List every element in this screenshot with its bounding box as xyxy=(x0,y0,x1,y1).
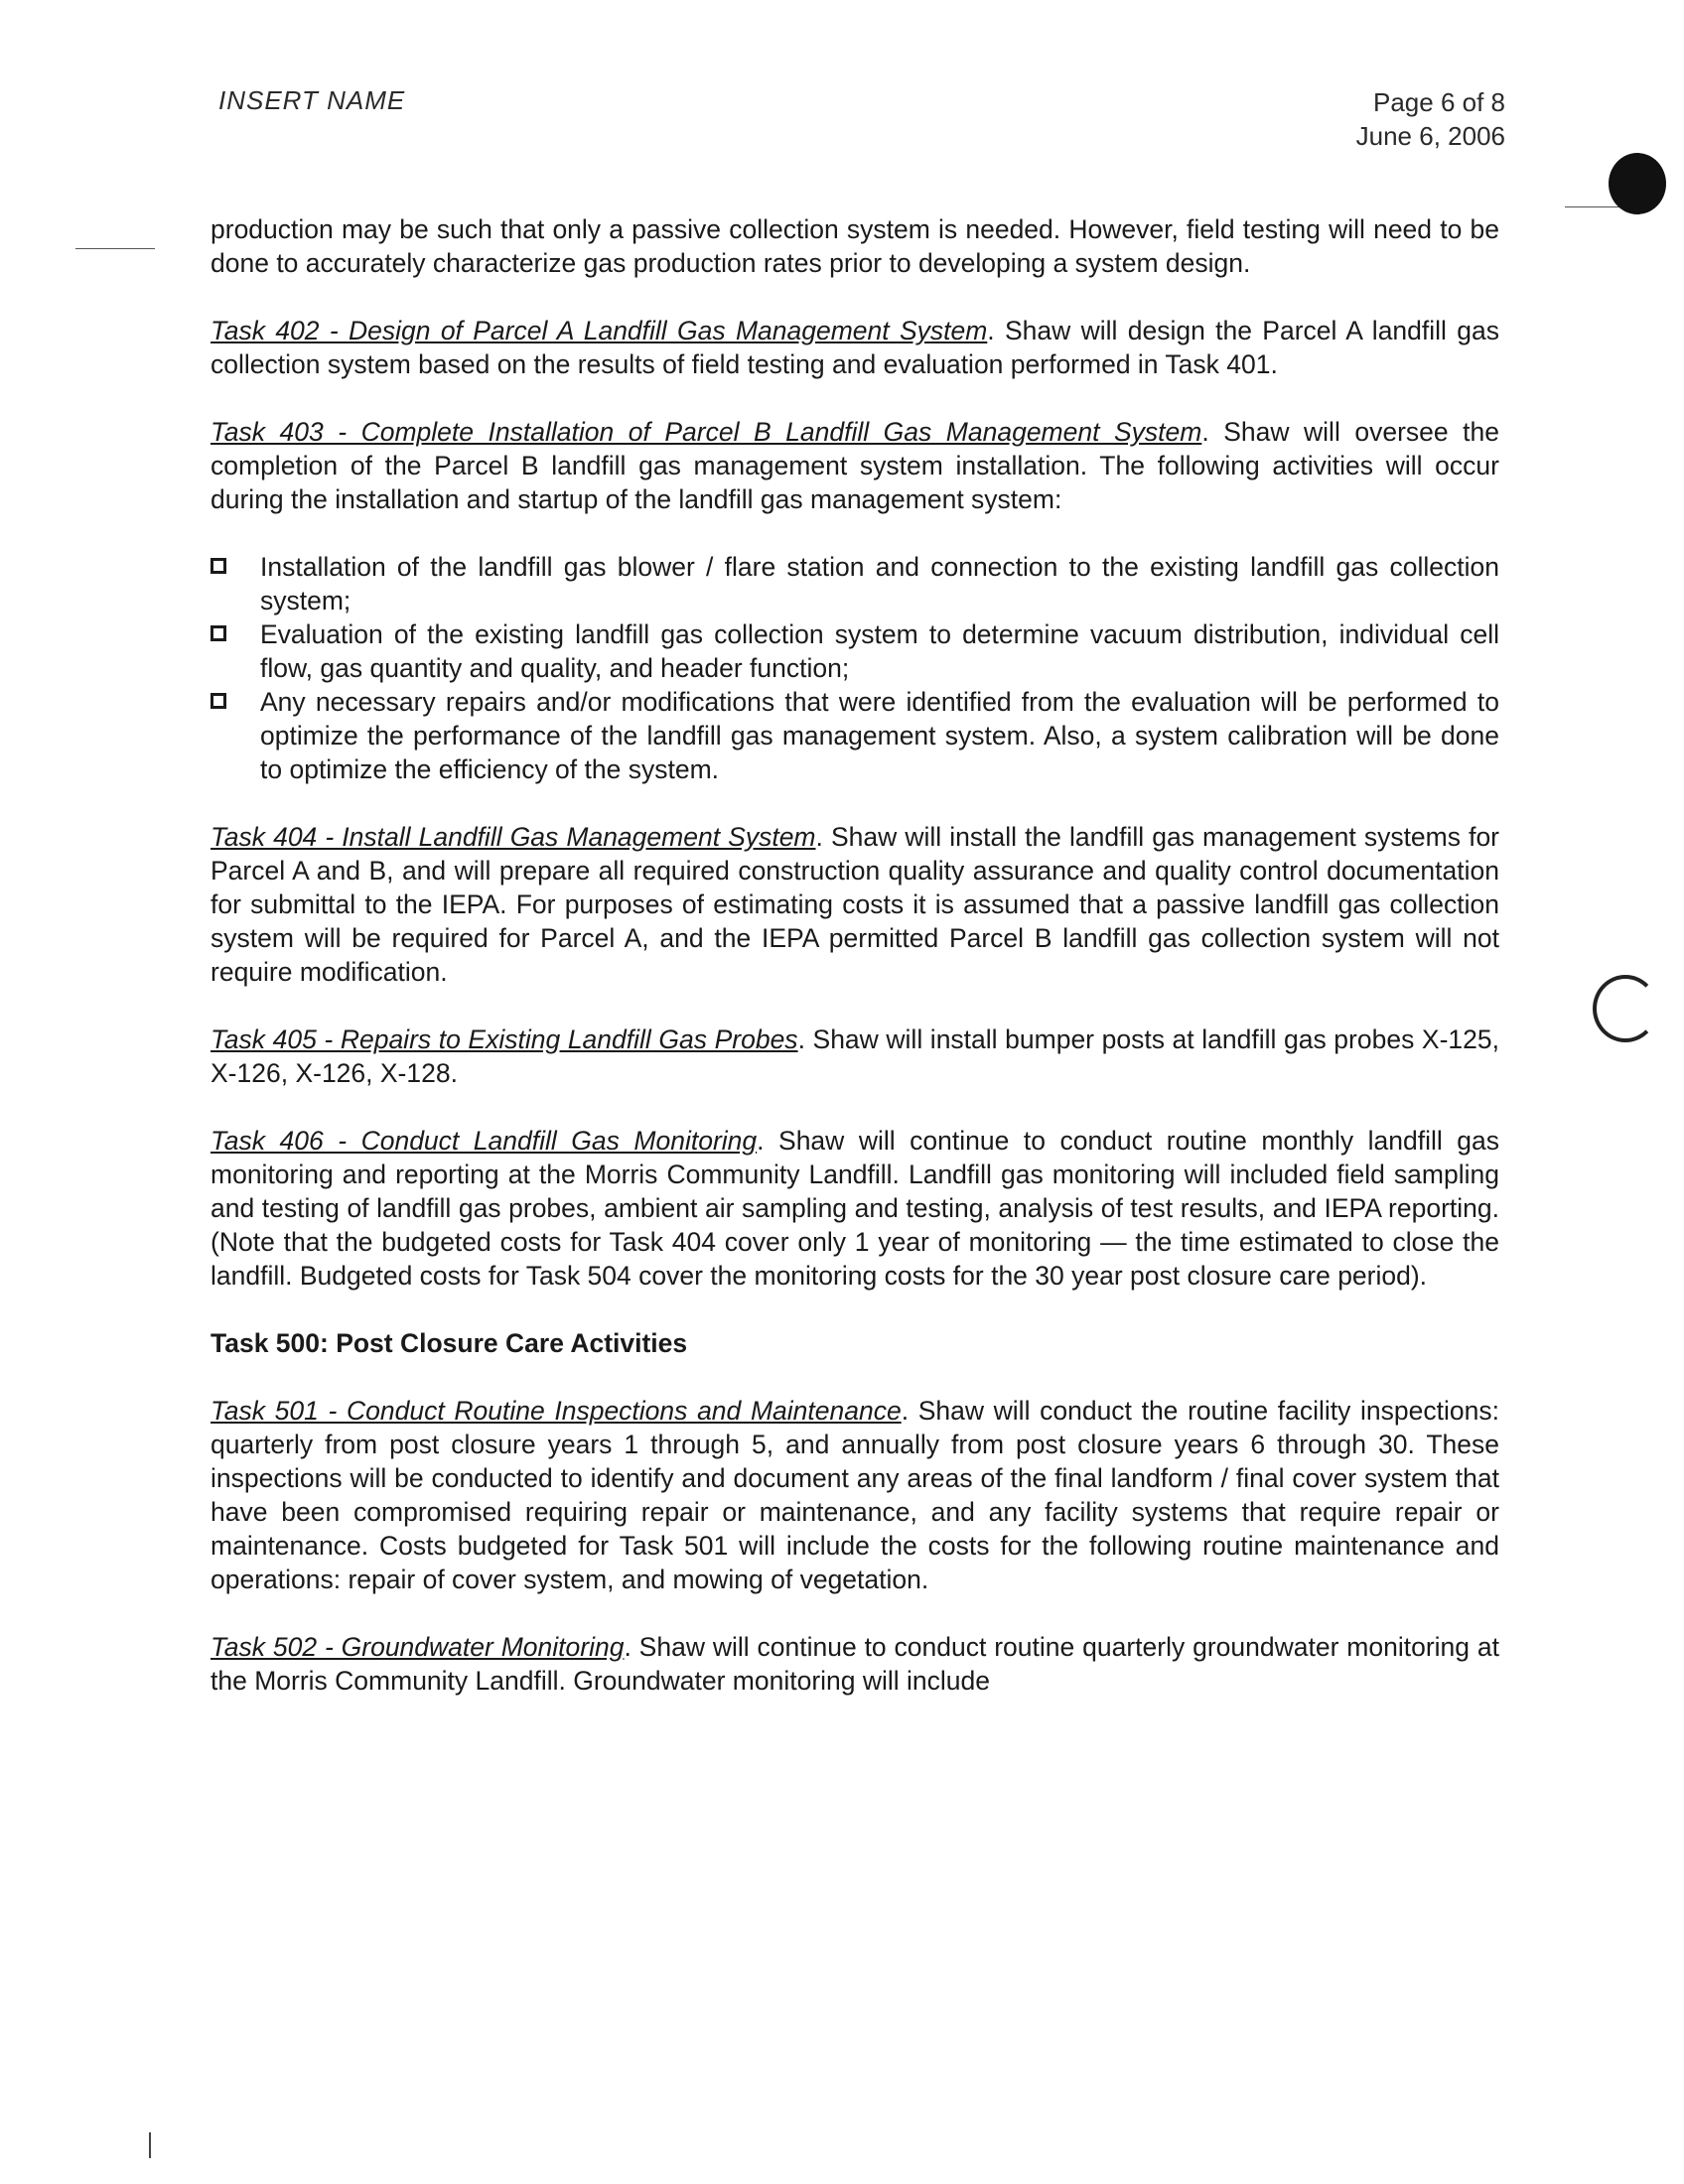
intro-paragraph: production may be such that only a passive collection system is needed. However, field testing will need to be done to accurately characterize gas production rates prior to developing a system design. xyxy=(210,214,1499,278)
list-item xyxy=(260,685,1499,786)
task-502-body: . Shaw will continue to conduct routine quarterly groundwater monitoring at the Morris Community Landfill. Groundwater monitoring will include xyxy=(210,1632,1499,1696)
checkbox-bullet-icon xyxy=(210,693,226,709)
task-405-body: . Shaw will install bumper posts at landfill gas probes X-125, X-126, X-126, X-128. xyxy=(210,1024,1499,1088)
task-405-title: Task 405 - Repairs to Existing Landfill Gas Probes xyxy=(210,1024,798,1054)
header-date: June 6, 2006 xyxy=(1355,121,1505,151)
document-body xyxy=(210,212,1499,1731)
header-name: INSERT NAME xyxy=(218,85,406,115)
list-item-text: Installation of the landfill gas blower / flare station and connection to the existing landfill gas collection system; xyxy=(260,552,1499,615)
checkbox-bullet-icon xyxy=(210,625,226,641)
task-502-paragraph xyxy=(210,1630,1499,1698)
task-404-title: Task 404 - Install Landfill Gas Management System xyxy=(210,822,816,852)
list-item-text: Any necessary repairs and/or modifications that were identified from the evaluation will be performed to optimize the performance of the landfill gas management system. Also, a system calibration will be done to optimize the efficiency of the system. xyxy=(260,687,1499,784)
task-501-paragraph xyxy=(210,1394,1499,1596)
checkbox-bullet-icon xyxy=(210,558,226,574)
punch-hole xyxy=(1593,975,1658,1042)
task-403-paragraph xyxy=(210,415,1499,516)
task-501-title: Task 501 - Conduct Routine Inspections and Maintenance xyxy=(210,1396,902,1426)
task-402-title: Task 402 - Design of Parcel A Landfill Gas Management System xyxy=(210,316,988,345)
task-403-body: . Shaw will oversee the completion of the Parcel B landfill gas management system installation. The following activities will occur during the installation and startup of the landfill gas management system: xyxy=(210,417,1499,514)
scan-mark xyxy=(75,248,155,249)
task-406-paragraph xyxy=(210,1124,1499,1293)
task-406-title: Task 406 - Conduct Landfill Gas Monitoring xyxy=(210,1126,758,1156)
task-405-paragraph xyxy=(210,1023,1499,1090)
task-404-body: . Shaw will install the landfill gas management systems for Parcel A and B, and will prepare all required construction quality assurance and quality control documentation for submittal to the IEPA. For purposes of estimating costs it is assumed that a passive landfill gas collection system will be required for Parcel A, and the IEPA permitted Parcel B landfill gas collection system will not require modification. xyxy=(210,822,1500,987)
section-500-heading: Task 500: Post Closure Care Activities xyxy=(210,1328,688,1358)
punch-hole xyxy=(1609,153,1666,214)
task-501-body: . Shaw will conduct the routine facility inspections: quarterly from post closure years 1 through 5, and annually from post closure years 6 through 30. These inspections will be conducted to identify and document any areas of the final landform / final cover system that have been compromised requiring repair or maintenance, and any facility systems that require repair or maintenance. Costs budgeted for Task 501 will include the costs for the following routine maintenance and operations: repair of cover system, and mowing of vegetation. xyxy=(210,1396,1499,1594)
list-item xyxy=(260,617,1499,685)
task-402-body: . Shaw will design the Parcel A landfill gas collection system based on the results of field testing and evaluation performed in Task 401. xyxy=(210,316,1499,379)
task-402-paragraph xyxy=(210,314,1499,381)
list-item xyxy=(260,550,1499,617)
task-502-title: Task 502 - Groundwater Monitoring xyxy=(210,1632,625,1662)
task-403-activity-list xyxy=(210,550,1499,786)
scan-mark xyxy=(149,2132,151,2158)
task-404-paragraph xyxy=(210,820,1499,989)
task-403-title: Task 403 - Complete Installation of Parcel B Landfill Gas Management System xyxy=(210,417,1202,447)
list-item-text: Evaluation of the existing landfill gas collection system to determine vacuum distribution, individual cell flow, gas quantity and quality, and header function; xyxy=(260,619,1499,683)
header-meta xyxy=(1356,85,1505,153)
page-number: Page 6 of 8 xyxy=(1373,87,1505,117)
task-406-body: . Shaw will continue to conduct routine monthly landfill gas monitoring and reporting at the Morris Community Landfill. Landfill gas monitoring will included field sampling and testing of landfill gas probes, ambient air sampling and testing, analysis of test results, and IEPA reporting. (Note that the budgeted costs for Task 404 cover only 1 year of monitoring — the time estimated to close the landfill. Budgeted costs for Task 504 cover the monitoring costs for the 30 year post closure care period). xyxy=(210,1126,1499,1291)
